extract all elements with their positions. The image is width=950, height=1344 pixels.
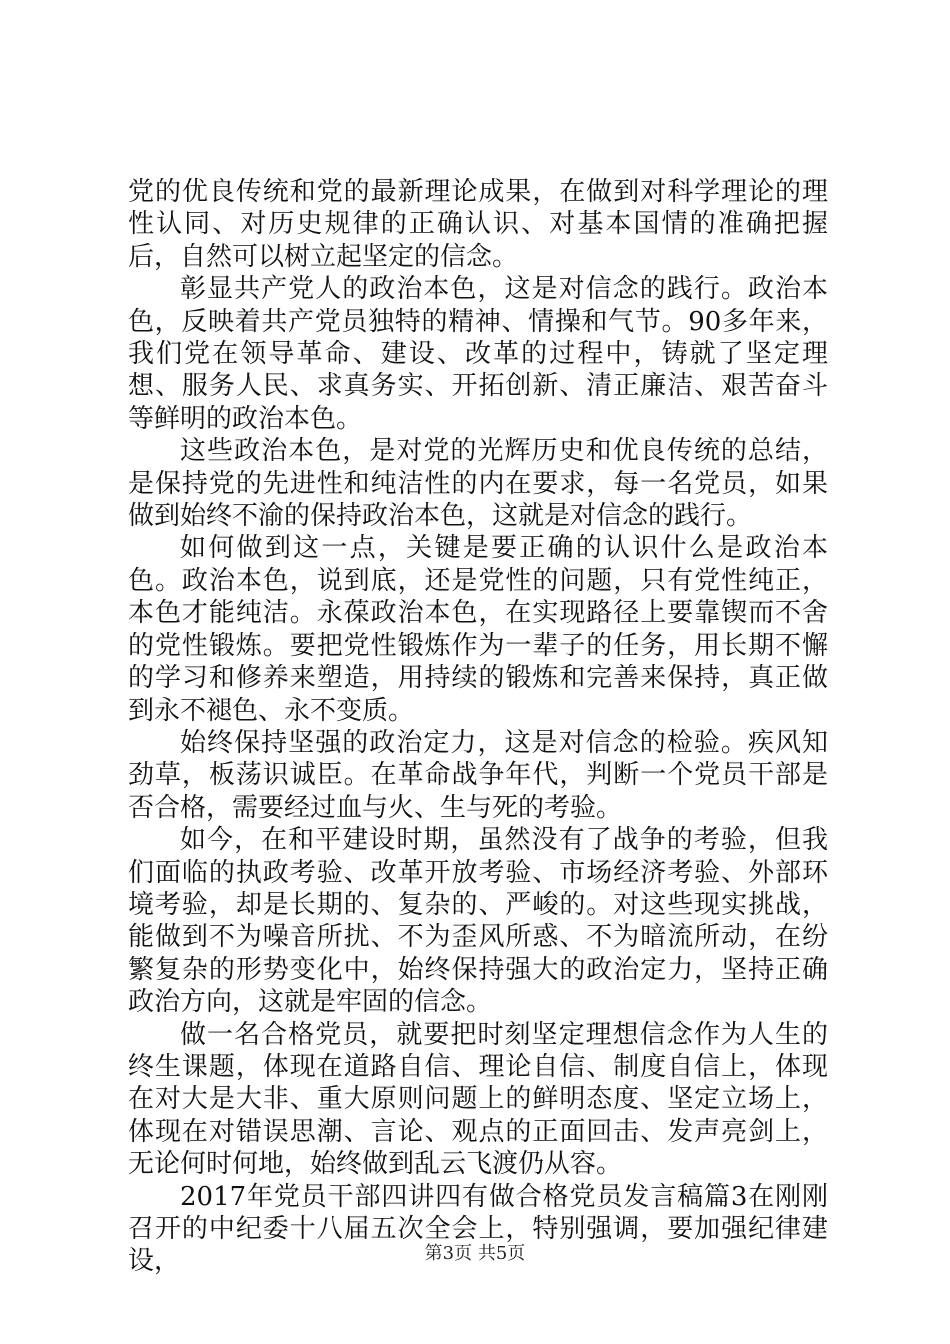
- paragraph: 如何做到这一点，关键是要正确的认识什么是政治本色。政治本色，说到底，还是党性的问题，只有党性纯正，本色才能纯洁。永葆政治本色，在实现路径上要靠锲而不舍的党性锻炼。要把党性锻炼作为一辈子的任务，用长期不懈的学习和修养来塑造，用持续的锻炼和完善来保持，真正做到永不褪色、永不变质。: [128, 533, 828, 726]
- page-number-footer: 第3页 共5页: [424, 1243, 526, 1264]
- paragraph: 做一名合格党员，就要把时刻坚定理想信念作为人生的终生课题，体现在道路自信、理论自信、制度自信上，体现在对大是大非、重大原则问题上的鲜明态度、坚定立场上，体现在对错误思潮、言论、观点的正面回击、发声亮剑上，无论何时何地，始终做到乱云飞渡仍从容。: [128, 1019, 828, 1180]
- paragraph: 这些政治本色，是对党的光辉历史和优良传统的总结，是保持党的先进性和纯洁性的内在要求，每一名党员，如果做到始终不渝的保持政治本色，这就是对信念的践行。: [128, 436, 828, 532]
- paragraph: 彰显共产党人的政治本色，这是对信念的践行。政治本色，反映着共产党员独特的精神、情操和气节。90多年来，我们党在领导革命、建设、改革的过程中，铸就了坚定理想、服务人民、求真务实、开拓创新、清正廉洁、艰苦奋斗等鲜明的政治本色。: [128, 274, 828, 434]
- paragraph-continuation: 党的优良传统和党的最新理论成果，在做到对科学理论的理性认同、对历史规律的正确认识、对基本国情的准确把握后，自然可以树立起坚定的信念。: [128, 177, 828, 272]
- document-body: [128, 176, 828, 1278]
- paragraph: 2017年党员干部四讲四有做合格党员发言稿篇3在刚刚召开的中纪委十八届五次全会上，特别强调，要加强纪律建设，: [128, 1181, 828, 1277]
- paragraph: 始终保持坚强的政治定力，这是对信念的检验。疾风知劲草，板荡识诚臣。在革命战争年代，判断一个党员干部是否合格，需要经过血与火、生与死的考验。: [128, 727, 828, 823]
- paragraph: 如今，在和平建设时期，虽然没有了战争的考验，但我们面临的执政考验、改革开放考验、市场经济考验、外部环境考验，却是长期的、复杂的、严峻的。对这些现实挑战，能做到不为噪音所扰、不为歪风所惑、不为暗流所动，在纷繁复杂的形势变化中，始终保持强大的政治定力，坚持正确政治方向，这就是牢固的信念。: [128, 825, 828, 1018]
